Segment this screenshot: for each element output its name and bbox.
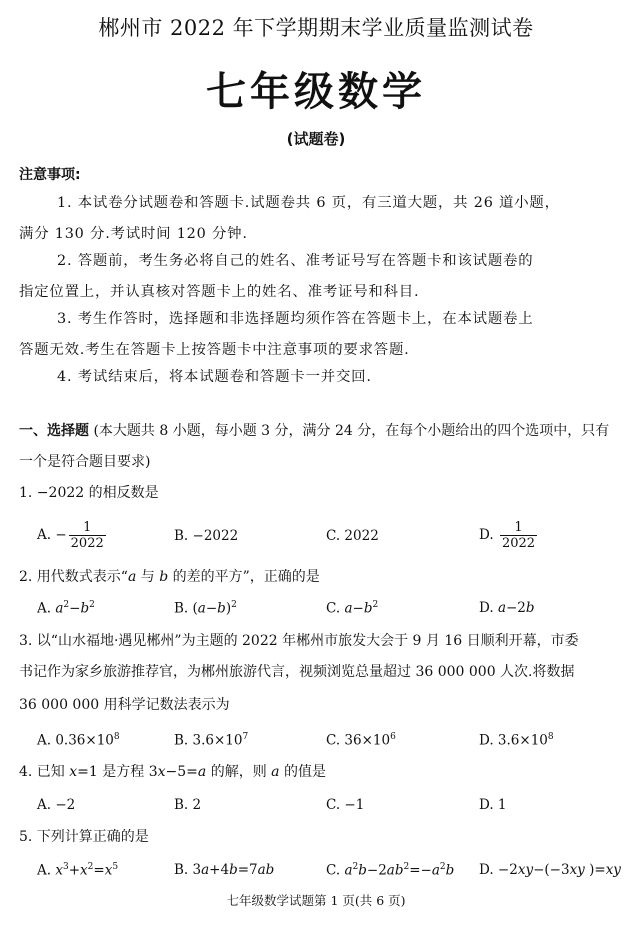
notice-item-line: 2. 答题前，考生务必将自己的姓名、准考证号写在答题卡和该试题卷的	[57, 253, 534, 269]
section-title: 一、选择题	[19, 423, 89, 439]
paper-type-label: (试题卷)	[286, 130, 346, 148]
section-heading	[19, 416, 613, 478]
notice-item-2	[19, 246, 611, 308]
question-5-options	[37, 862, 621, 892]
option-b: B. $3.6\times 10^7$	[174, 732, 249, 749]
question-3-line-2: 书记作为家乡旅游推荐官，为郴州旅游代言，视频浏览总量超过 36 000 000 人次.将数据	[19, 664, 575, 680]
option-d: D. $3.6\times 10^8$	[479, 732, 554, 749]
notice-item-line: 1. 本试卷分试题卷和答题卡.试题卷共 6 页，有三道大题，共 26 道小题，	[57, 195, 560, 211]
notice-heading: 注意事项:	[19, 167, 81, 183]
exam-title: 郴州市 2022 年下学期期末学业质量监测试卷	[98, 16, 534, 40]
option-b: B. 2	[174, 797, 202, 813]
fraction: $\frac{1}{2022}$	[70, 520, 104, 551]
option-a: A. $a^2-b^2$	[37, 600, 95, 617]
option-a: A. $0.36\times 10^8$	[37, 732, 120, 749]
question-2: 2. 用代数式表示“a 与 b 的差的平方”，正确的是	[19, 569, 320, 585]
notice-item-line: 答题无效.考生在答题卡上按答题卡中注意事项的要求答题.	[19, 342, 410, 358]
notice-item-line: 3. 考生作答时，选择题和非选择题均须作答在答题卡上，在本试题卷上	[57, 311, 534, 327]
option-b: B. $(a-b)^2$	[174, 600, 237, 617]
option-b: B. 3a+4b=7ab	[174, 862, 275, 878]
option-a: A. − $\frac{1}{2022}$	[37, 520, 104, 551]
notice-item-line: 指定位置上，并认真核对答题卡上的姓名、准考证号和科目.	[19, 284, 420, 300]
option-c: C. $a^2b-2ab^2=-a^2b$	[326, 862, 455, 879]
notice-item-3	[19, 304, 611, 366]
option-a: A. −2	[37, 797, 76, 813]
fraction: $\frac{1}{2022}$	[501, 520, 536, 551]
notice-item-1	[19, 188, 611, 250]
option-d: D. −2xy−(−3xy )=xy	[479, 862, 621, 878]
option-c: C. $a-b^2$	[326, 600, 379, 617]
option-a: A. $x^3+x^2=x^5$	[37, 862, 119, 879]
option-d: D. 1	[479, 797, 507, 813]
question-3-line-3: 36 000 000 用科学记数法表示为	[19, 697, 230, 713]
question-5: 5. 下列计算正确的是	[19, 829, 149, 845]
option-c: C. $36\times 10^6$	[326, 732, 396, 749]
notice-item-line: 4. 考试结束后，将本试题卷和答题卡一并交回.	[57, 369, 372, 385]
section-description: (本大题共 8 小题，每小题 3 分，满分 24 分，在每个小题给出的四个选项中，只有一个是符合题目要求)	[19, 423, 610, 470]
question-1: 1. −2022 的相反数是	[19, 485, 159, 501]
notice-item-line: 满分 130 分.考试时间 120 分钟.	[19, 226, 248, 242]
option-d: D. $\frac{1}{2022}$	[479, 520, 536, 551]
subject-title: 七年级数学	[206, 69, 426, 115]
question-1-options	[37, 520, 617, 550]
page-footer: 七年级数学试题第 1 页(共 6 页)	[226, 893, 406, 908]
option-c: C. −1	[326, 797, 365, 813]
option-c: C. 2022	[326, 528, 379, 544]
option-d: D. a−2b	[479, 600, 535, 616]
notice-item-4	[19, 362, 611, 393]
question-3-line-1: 3. 以“山水福地·遇见郴州”为主题的 2022 年郴州市旅发大会于 9 月 16 日顺利开幕，市委	[19, 633, 579, 649]
option-b: B. −2022	[174, 528, 239, 544]
question-4: 4. 已知 x=1 是方程 3x−5=a 的解，则 a 的值是	[19, 764, 326, 780]
